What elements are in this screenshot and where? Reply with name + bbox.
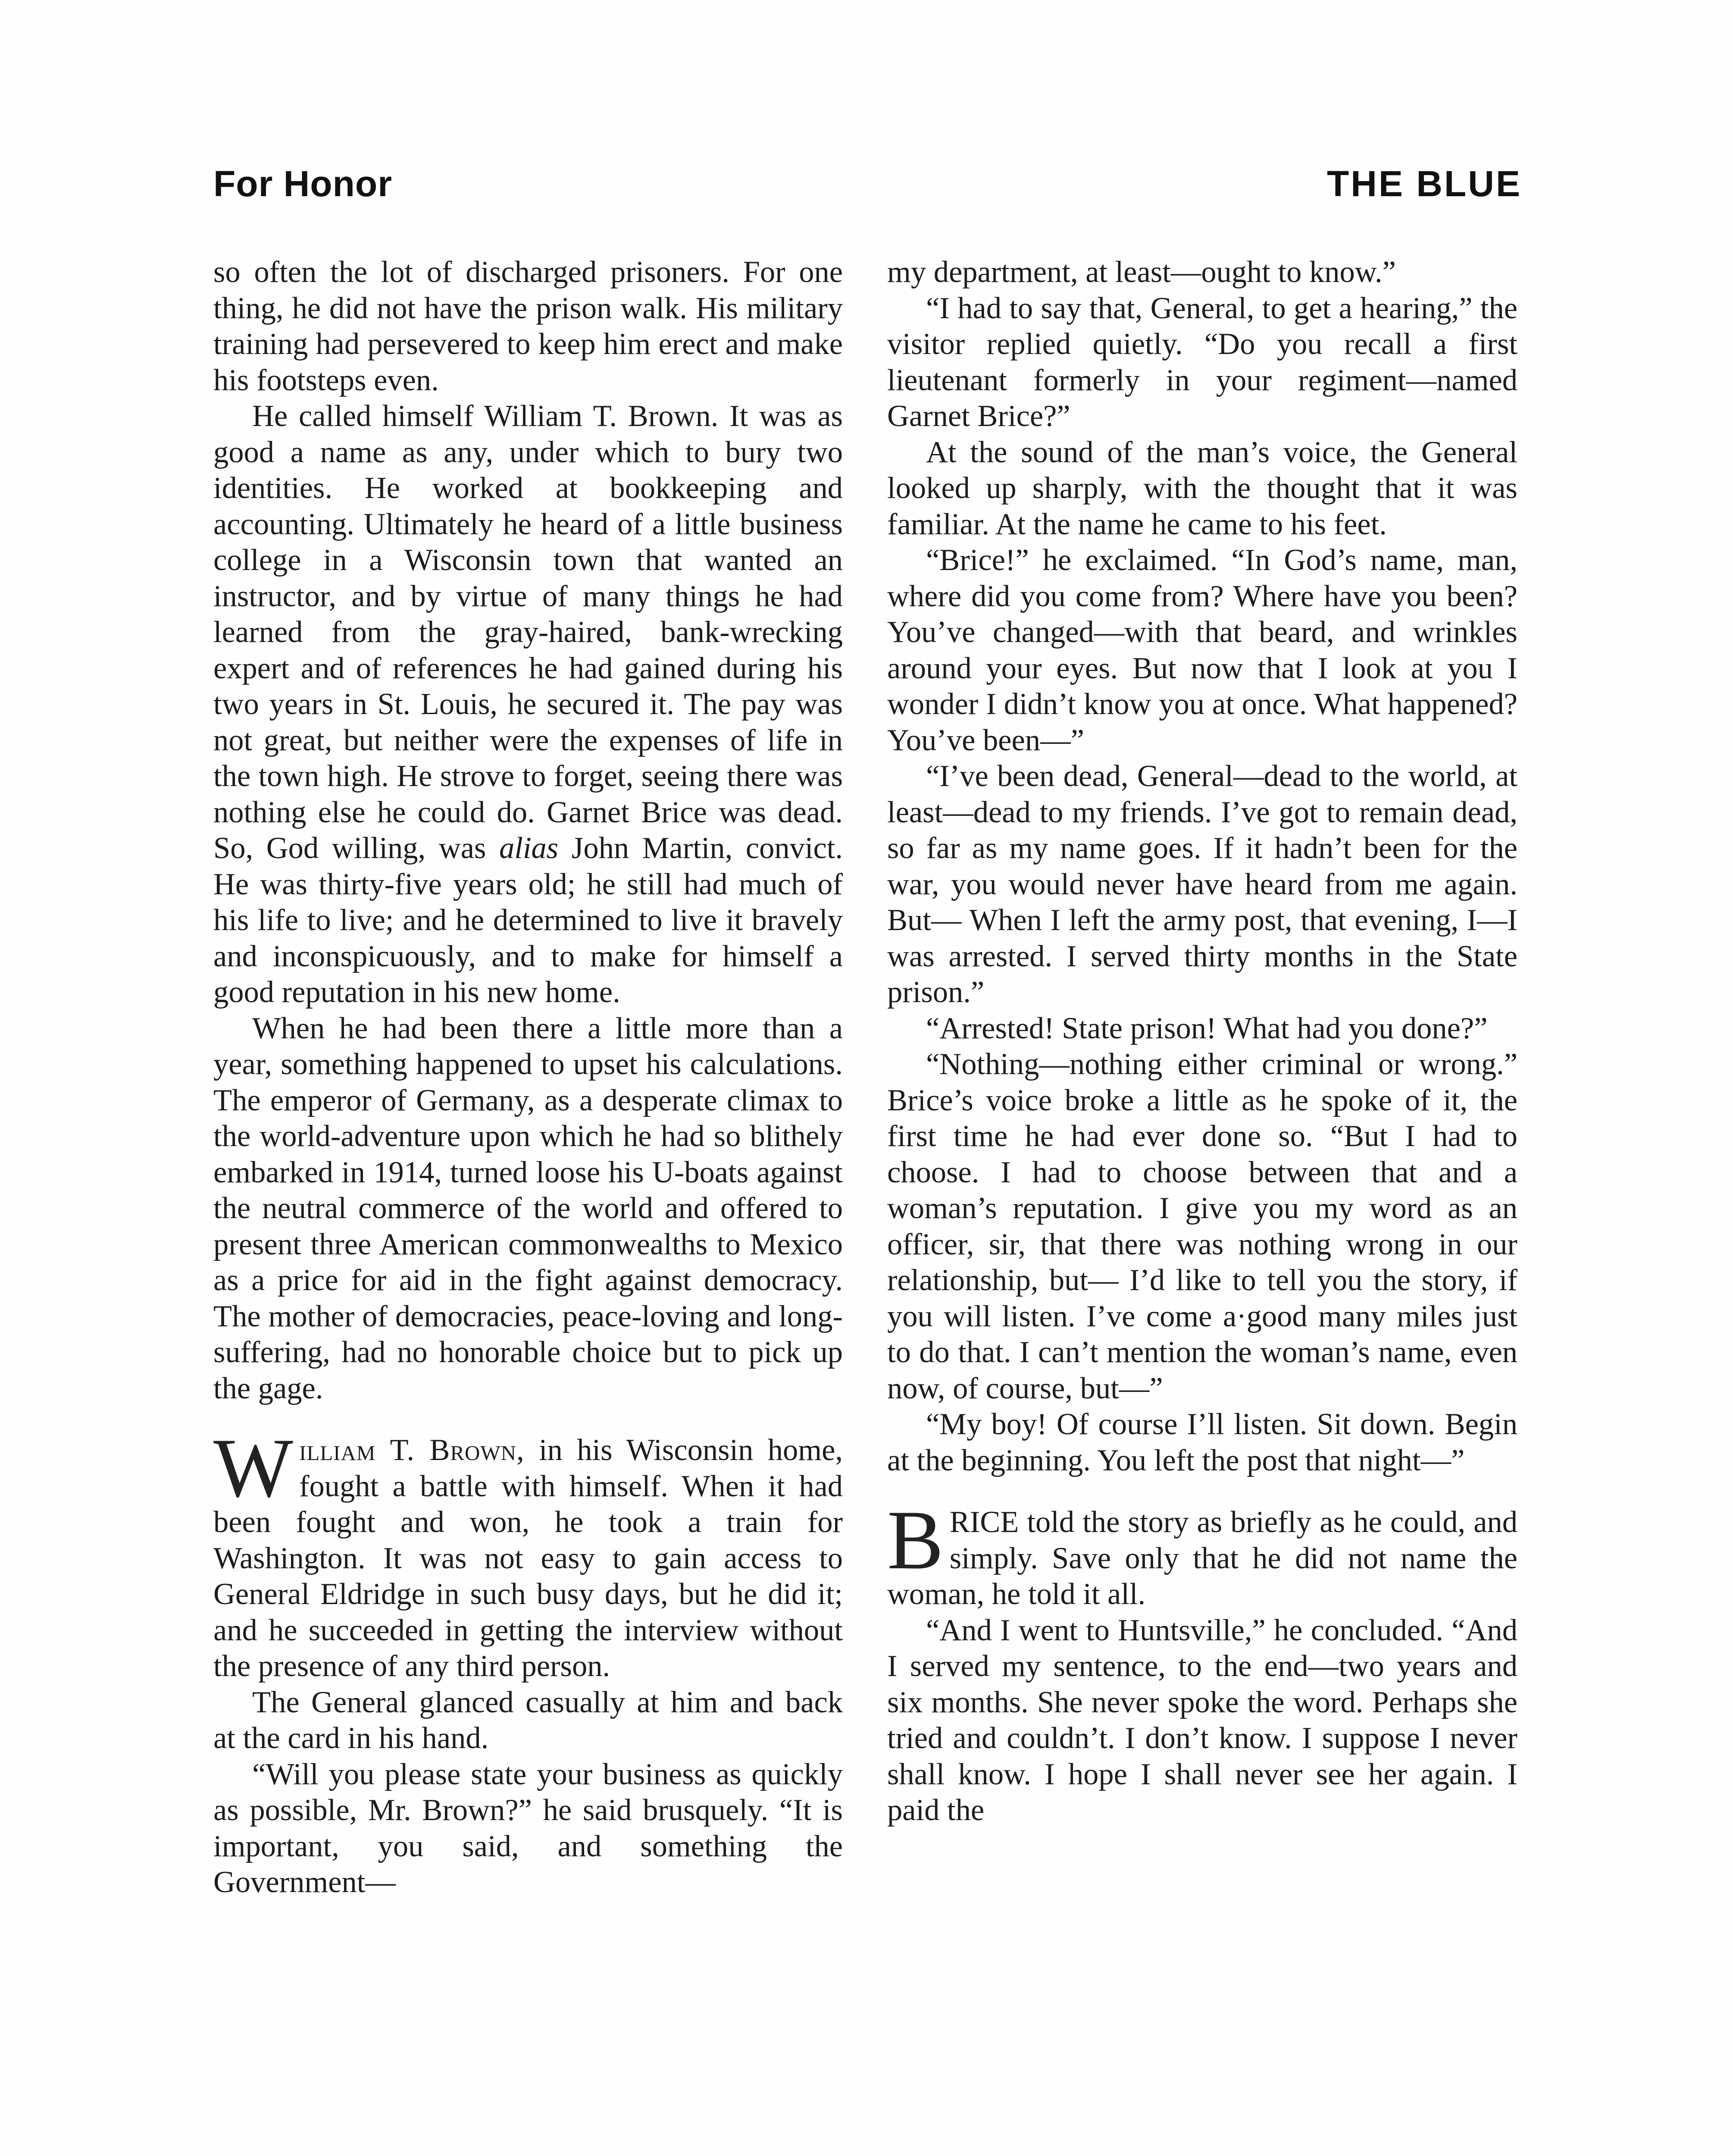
paragraph: At the sound of the man’s voice, the General looked up sharply, with the thought that it was familiar. At the name he came to his feet. bbox=[887, 435, 1517, 541]
paragraph: my department, at least—ought to know.” bbox=[887, 255, 1396, 289]
paragraph-text: John Martin, convict. He was thirty-five years old; he still had much of his life to live; and he determined to live it bravely and inconspicuously, and to make for himself a good reputation in his new home. bbox=[213, 831, 843, 1009]
left-text-column bbox=[213, 254, 843, 2156]
paragraph: “Nothing—nothing either criminal or wrong.” Brice’s voice broke a little as he spoke of it, the first time he had ever done so. “But I had to choose. I had to choose between that and a woman’s reputation. I give you my word as an officer, sir, that there was nothing wrong in our relationship, but— I’d like to tell you the story, if you will listen. I’ve come a·good many miles just to do that. I can’t mention the woman’s name, even now, of course, but—” bbox=[887, 1047, 1517, 1405]
paragraph: so often the lot of discharged prisoners. For one thing, he did not have the prison walk. His military training had persevered to keep him erect and make his footsteps even. bbox=[213, 255, 843, 397]
running-head-magazine: THE BLUE bbox=[1327, 163, 1522, 204]
drop-cap: W bbox=[213, 1421, 293, 1515]
paragraph-text: RICE told the story as briefly as he could, and simply. Save only that he did not name the woman, he told it all. bbox=[887, 1505, 1517, 1611]
paragraph: “I’ve been dead, General—dead to the world, at least—dead to my friends. I’ve got to remain dead, so far as my name goes. If it hadn’t been for the war, you would never have heard from me again. But— When I left the army post, that evening, I—I was arrested. I served thirty months in the State prison.” bbox=[887, 759, 1517, 1009]
paragraph: “Arrested! State prison! What had you done?” bbox=[926, 1011, 1488, 1045]
drop-cap: B bbox=[887, 1493, 944, 1587]
paragraph: “My boy! Of course I’ll listen. Sit down. Begin at the beginning. You left the post that night—” bbox=[887, 1407, 1517, 1477]
paragraph: When he had been there a little more than a year, something happened to upset his calculations. The emperor of Germany, as a desperate climax to the world-adventure upon which he had so blithely embarked in 1914, turned loose his U-boats against the neutral commerce of the world and offered to present three American commonwealths to Mexico as a price for aid in the fight against democracy. The mother of democracies, peace-loving and long-suffering, had no honorable choice but to pick up the gage. bbox=[213, 1011, 843, 1405]
paragraph-text: He called himself William T. Brown. It was as good a name as any, under which to bury two identities. He worked at bookkeeping and accounting. Ultimately he heard of a little business college in a Wisconsin town that wanted an instructor, and by virtue of many things he had learned from the gray-haired, bank-wrecking expert and of references he had gained during his two years in St. Louis, he secured it. The pay was not great, but neither were the expenses of life in the town high. He strove to forget, seeing there was nothing else he could do. Garnet Brice was dead. So, God willing, was bbox=[213, 399, 843, 865]
paragraph: “And I went to Huntsville,” he concluded. “And I served my sentence, to the end—two years and six months. She never spoke the word. Perhaps she tried and couldn’t. I don’t know. I suppose I never shall know. I hope I shall never see her again. I paid the bbox=[887, 1613, 1517, 1827]
italic-word: alias bbox=[499, 831, 559, 865]
running-head-title: For Honor bbox=[213, 163, 392, 204]
paragraph bbox=[213, 398, 843, 1011]
paragraph: The General glanced casually at him and back at the card in his hand. bbox=[213, 1685, 843, 1755]
paragraph: “Brice!” he exclaimed. “In God’s name, man, where did you come from? Where have you been? You’ve changed—with that beard, and wrinkles around your eyes. But now that I look at you I wonder I didn’t know you at once. What happened? You’ve been—” bbox=[887, 543, 1517, 757]
paragraph-text: in his Wisconsin home, fought a battle with himself. When it had been fought and won, he took a train for Washington. It was not easy to gain access to General Eldridge in such busy days, but he did it; and he succeeded in getting the interview without the presence of any third person. bbox=[213, 1433, 843, 1683]
section-opening-paragraph bbox=[213, 1421, 843, 1685]
section-opening-paragraph bbox=[887, 1493, 1517, 1613]
paragraph: “Will you please state your business as quickly as possible, Mr. Brown?” he said brusquely. “It is important, you said, and something the Government— bbox=[213, 1757, 843, 1899]
paragraph: “I had to say that, General, to get a hearing,” the visitor replied quietly. “Do you recall a first lieutenant formerly in your regiment—named Garnet Brice?” bbox=[887, 291, 1517, 433]
right-text-column bbox=[887, 254, 1517, 2156]
small-caps-lead: illiam T. Brown, bbox=[299, 1433, 525, 1467]
